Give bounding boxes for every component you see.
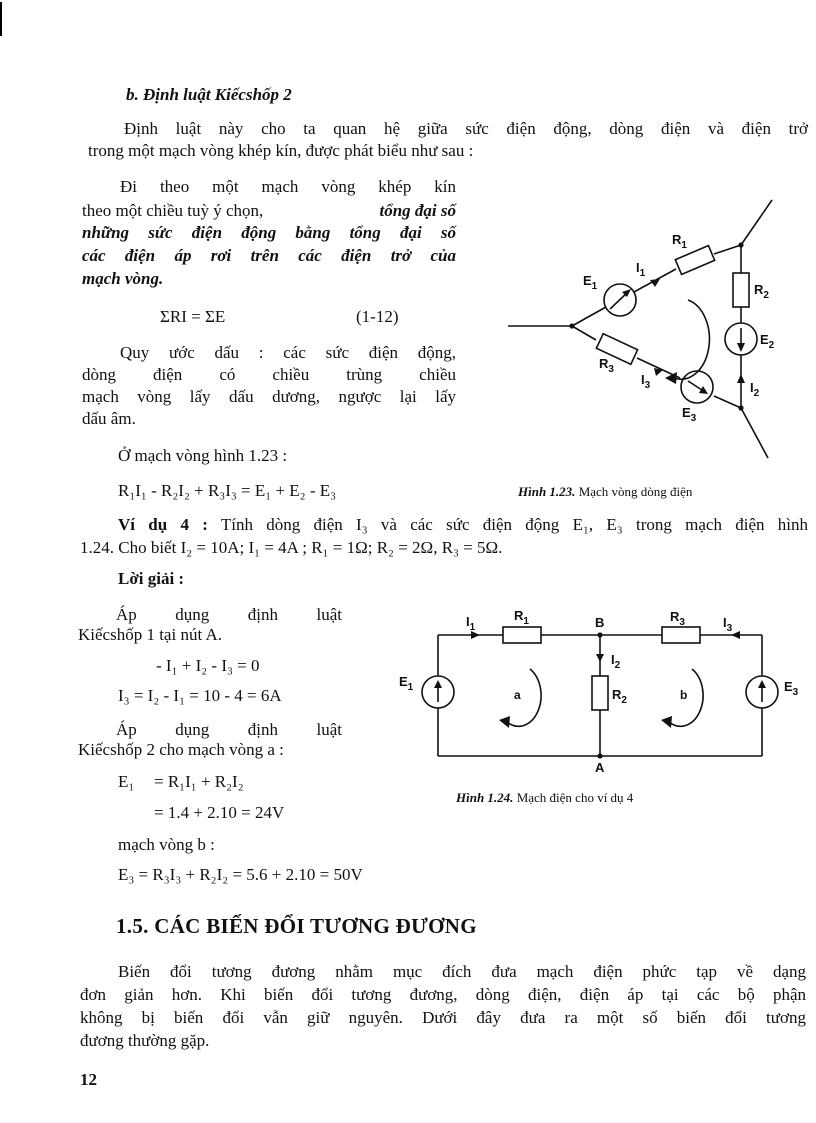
figure-1-24-caption-label: Hình 1.24.: [456, 790, 514, 805]
label-i2: I: [750, 380, 754, 395]
label-r1-sub: 1: [681, 240, 687, 251]
solution-eq-1: - I₁ + I₂ - I₃ = 0: [156, 656, 260, 675]
loop-b-arrowhead: [661, 716, 672, 728]
label-i1: I: [466, 614, 470, 629]
section-heading: 1.5. CÁC BIẾN ĐỔI TƯƠNG ĐƯƠNG: [116, 914, 477, 938]
figure-1-23-caption-label: Hình 1.23.: [518, 484, 576, 499]
statement-line-4: các điện áp rơi trên các điện trở của: [82, 246, 456, 265]
resistor-r3: [662, 627, 700, 643]
svg-text:E1: [583, 273, 598, 292]
svg-text:E2: [760, 332, 775, 351]
arrow-i3: [731, 631, 740, 639]
loop-equation: R₁I₁ - R₂I₂ + R₃I₃ = E₁ + E₂ - E₃: [118, 481, 337, 500]
solution-line-3: Áp dụng định luật: [116, 720, 342, 739]
source-e1: [604, 284, 636, 316]
label-i1-sub: 1: [639, 268, 646, 279]
loop-direction-arrow: [674, 300, 709, 379]
solution-line-5: mạch vòng b :: [118, 835, 215, 854]
scan-edge-mark: [0, 2, 2, 36]
solution-label: Lời giải :: [118, 569, 185, 588]
svg-text:R2: [754, 282, 769, 301]
label-i1: I: [636, 260, 640, 275]
label-node-b: B: [595, 615, 605, 630]
svg-text:I3: [641, 372, 651, 391]
example-line-1: [118, 514, 808, 536]
figure-1-24-caption-text: Mạch điện cho ví dụ 4: [516, 790, 634, 805]
statement-line-2-italic: tổng đại số: [379, 201, 456, 220]
label-r2: R: [612, 687, 622, 702]
label-i3: I: [641, 372, 645, 387]
sign-line-3: mạch vòng lấy dấu dương, ngược lại lấy: [82, 387, 456, 406]
label-e3: E: [784, 679, 793, 694]
label-i3-sub: 3: [644, 380, 651, 391]
label-r2: R: [754, 282, 764, 297]
arrow-i2: [596, 654, 604, 662]
node-top: [738, 242, 743, 247]
svg-text:I2: [750, 380, 760, 399]
label-i1-sub: 1: [469, 622, 476, 633]
solution-eq-4: = 1.4 + 2.10 = 24V: [154, 803, 285, 822]
solution-eq-3-rhs: = R₁I₁ + R₂I₂: [154, 772, 244, 791]
svg-text:I2: [611, 652, 621, 671]
loop-a-arrowhead: [499, 716, 510, 728]
sign-line-1: Quy ước dấu : các sức điện động,: [120, 343, 456, 362]
svg-text:R3: [599, 356, 614, 375]
paragraph-line-1: Biến đổi tương đương nhằm mục đích đưa mạch điện phức tạp về dạng: [118, 962, 806, 981]
sign-line-2: dòng điện có chiều trùng chiều: [82, 365, 456, 384]
label-r3-sub: 3: [608, 364, 614, 375]
label-r2-sub: 2: [621, 695, 627, 706]
example-title: Ví dụ 4 :: [118, 515, 208, 534]
statement-line-5: mạch vòng.: [82, 269, 164, 288]
label-e1: E: [583, 273, 592, 288]
example-text-1: Tính dòng điện I₃ và các sức điện động E₁, E₃ trong mạch điện hình: [220, 515, 808, 534]
statement-line-1: Đi theo một mạch vòng khép kín: [120, 177, 456, 196]
solution-line-2: Kiếcshốp 1 tại nút A.: [78, 625, 223, 644]
figure-1-23-caption: [518, 484, 692, 500]
label-r3-sub: 3: [679, 617, 685, 628]
label-loop-a: a: [514, 688, 521, 702]
svg-text:R2: [612, 687, 627, 706]
label-i3: I: [723, 615, 727, 630]
label-e3-sub: 3: [690, 413, 697, 424]
svg-text:I1: [466, 614, 476, 633]
formula-number: (1-12): [356, 307, 399, 326]
source-e3: [746, 676, 778, 708]
svg-text:E3: [784, 679, 799, 698]
resistor-r1: [503, 627, 541, 643]
label-r3: R: [599, 356, 609, 371]
label-loop-b: b: [680, 688, 688, 702]
source-e3: [681, 371, 713, 403]
svg-text:I3: [723, 615, 733, 634]
solution-line-1: Áp dụng định luật: [116, 605, 342, 624]
page-number: 12: [80, 1070, 97, 1089]
paragraph-line-4: đương thường gặp.: [80, 1031, 210, 1050]
label-node-a: A: [595, 760, 605, 775]
node-a: [597, 753, 602, 758]
label-e1-sub: 1: [407, 682, 414, 693]
section-title: b. Định luật Kiếcshốp 2: [126, 85, 292, 104]
label-e1-sub: 1: [591, 281, 598, 292]
solution-line-4: Kiếcshốp 2 cho mạch vòng a :: [78, 740, 284, 759]
formula-sum: ΣRI = ΣE: [160, 307, 226, 326]
statement-line-2-plain: theo một chiều tuỳ ý chọn,: [82, 201, 264, 220]
svg-text:R3: [670, 609, 685, 628]
svg-text:E1: [399, 674, 414, 693]
solution-eq-2: I₃ = I₂ - I₁ = 10 - 4 = 6A: [118, 686, 282, 705]
resistor-r2: [592, 676, 608, 710]
label-r1-sub: 1: [523, 616, 529, 627]
label-i2-sub: 2: [614, 660, 621, 671]
svg-text:R1: [672, 232, 687, 251]
figure-1-23-caption-text: Mạch vòng dòng điện: [578, 484, 693, 499]
loop-a-arrow: [507, 669, 541, 726]
label-i2-sub: 2: [753, 388, 760, 399]
svg-text:E3: [682, 405, 697, 424]
example-line-2: 1.24. Cho biết I₂ = 10A; I₁ = 4A ; R₁ = 1Ω; R₂ = 2Ω, R₃ = 5Ω.: [80, 538, 503, 557]
node-b: [597, 632, 602, 637]
solution-eq-3-lhs: E₁: [118, 772, 135, 791]
label-i3-sub: 3: [726, 623, 733, 634]
figure-1-24-diagram: [395, 605, 805, 775]
paragraph-line-3: không bị biến đổi vẫn giữ nguyên. Dưới đây đưa ra một số biến đổi tương: [80, 1008, 806, 1027]
paragraph-line-2: đơn giản hơn. Khi biến đổi tương đương, dòng điện, điện áp tại các bộ phận: [80, 985, 806, 1004]
label-r1: R: [672, 232, 682, 247]
label-r1: R: [514, 608, 524, 623]
figure-1-23-diagram: [505, 195, 805, 465]
intro-line-2: trong một mạch vòng khép kín, được phát biểu như sau :: [88, 141, 474, 160]
label-e2-sub: 2: [768, 340, 775, 351]
sign-line-4: dấu âm.: [82, 409, 136, 428]
loop-intro: Ở mạch vòng hình 1.23 :: [118, 446, 288, 465]
label-r2-sub: 2: [763, 290, 769, 301]
statement-line-3: những sức điện động bằng tổng đại số: [82, 223, 456, 242]
svg-text:R1: [514, 608, 529, 627]
arrow-i2: [737, 374, 745, 383]
node-bottom: [738, 405, 743, 410]
label-i2: I: [611, 652, 615, 667]
svg-text:I1: [636, 260, 646, 279]
label-e1: E: [399, 674, 408, 689]
solution-eq-5: E₃ = R₃I₃ + R₂I₂ = 5.6 + 2.10 = 50V: [118, 865, 363, 884]
node-left: [569, 323, 574, 328]
label-e2: E: [760, 332, 769, 347]
intro-line-1: Định luật này cho ta quan hệ giữa sức điện động, dòng điện và điện trở: [124, 119, 808, 138]
label-r3: R: [670, 609, 680, 624]
statement-line-2: [82, 200, 456, 222]
source-e2: [725, 323, 757, 355]
resistor-r2: [733, 273, 749, 307]
figure-1-24-caption: [456, 790, 633, 806]
source-e1: [422, 676, 454, 708]
label-e3-sub: 3: [792, 687, 799, 698]
label-e3: E: [682, 405, 691, 420]
